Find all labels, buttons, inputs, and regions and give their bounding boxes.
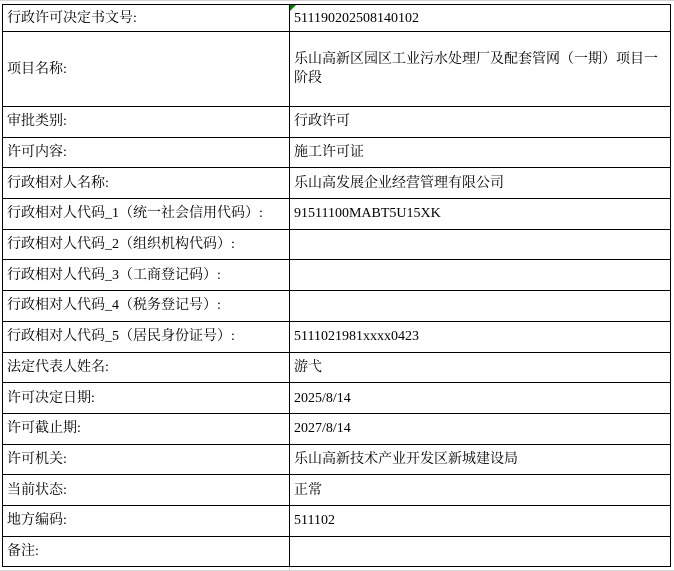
cell-value-decision-date[interactable] — [290, 383, 671, 414]
cell-value-permit-authority[interactable] — [290, 444, 671, 475]
worksheet-gridline-top — [0, 0, 674, 1]
cell-value-counterpart-code-3[interactable] — [290, 260, 671, 291]
row-label: 许可截止期: — [7, 421, 81, 437]
table-row — [3, 229, 671, 260]
row-label: 备注: — [7, 543, 39, 559]
cell-label-current-status[interactable] — [3, 475, 290, 506]
table-row — [3, 168, 671, 199]
table-row — [3, 321, 671, 352]
cell-label-legal-representative[interactable] — [3, 352, 290, 383]
table-row — [3, 352, 671, 383]
cell-label-counterpart-name[interactable] — [3, 168, 290, 199]
number-as-text-warning-triangle-icon — [290, 5, 296, 11]
cell-label-counterpart-code-3[interactable] — [3, 260, 290, 291]
row-value: 乐山高发展企业经营管理有限公司 — [294, 175, 504, 191]
cell-value-approval-category[interactable] — [290, 107, 671, 138]
row-label: 行政相对人代码_5（居民身份证号）: — [7, 329, 235, 345]
cell-label-counterpart-code-2[interactable] — [3, 229, 290, 260]
cell-label-permit-content[interactable] — [3, 137, 290, 168]
table-row — [3, 383, 671, 414]
row-label: 许可决定日期: — [7, 390, 95, 406]
table-row — [3, 413, 671, 444]
cell-value-current-status[interactable] — [290, 475, 671, 506]
cell-value-counterpart-code-1[interactable] — [290, 199, 671, 230]
cell-label-approval-category[interactable] — [3, 107, 290, 138]
row-label: 地方编码: — [7, 513, 67, 529]
row-value: 乐山高新技术产业开发区新城建设局 — [294, 451, 518, 467]
cell-label-permit-authority[interactable] — [3, 444, 290, 475]
cell-label-counterpart-code-1[interactable] — [3, 199, 290, 230]
table-row — [3, 5, 671, 32]
table-row — [3, 137, 671, 168]
cell-value-project-name[interactable] — [290, 32, 671, 107]
table-row — [3, 107, 671, 138]
cell-label-counterpart-code-4[interactable] — [3, 291, 290, 322]
cell-value-counterpart-code-4[interactable] — [290, 291, 671, 322]
cell-label-expiry-date[interactable] — [3, 413, 290, 444]
row-value: 乐山高新区园区工业污水处理厂及配套管网（一期）项目一阶段 — [294, 52, 658, 86]
row-label: 行政相对人名称: — [7, 175, 109, 191]
row-value: 5111021981xxxx0423 — [294, 329, 419, 345]
table-row — [3, 505, 671, 536]
cell-value-counterpart-name[interactable] — [290, 168, 671, 199]
row-value: 511102 — [294, 513, 335, 529]
row-value: 施工许可证 — [294, 145, 364, 161]
table-row — [3, 32, 671, 107]
cell-label-counterpart-code-5[interactable] — [3, 321, 290, 352]
table-row — [3, 444, 671, 475]
row-label: 行政相对人代码_1（统一社会信用代码）: — [7, 206, 263, 222]
row-value: 行政许可 — [294, 114, 350, 130]
row-label: 法定代表人姓名: — [7, 359, 109, 375]
row-label: 行政许可决定书文号: — [7, 10, 137, 26]
table-row — [3, 536, 671, 567]
row-label: 行政相对人代码_4（税务登记号）: — [7, 298, 221, 314]
row-value: 正常 — [294, 482, 322, 498]
table-row — [3, 475, 671, 506]
cell-value-remarks[interactable] — [290, 536, 671, 567]
cell-value-permit-doc-number[interactable] — [290, 5, 671, 32]
row-label: 行政相对人代码_2（组织机构代码）: — [7, 237, 235, 253]
row-value: 游弋 — [294, 359, 322, 375]
cell-label-decision-date[interactable] — [3, 383, 290, 414]
cell-value-counterpart-code-2[interactable] — [290, 229, 671, 260]
cell-value-expiry-date[interactable] — [290, 413, 671, 444]
row-label: 项目名称: — [7, 61, 67, 77]
row-value: 91511100MABT5U15XK — [294, 206, 441, 222]
row-label: 许可机关: — [7, 451, 67, 467]
cell-label-project-name[interactable] — [3, 32, 290, 107]
cell-value-legal-representative[interactable] — [290, 352, 671, 383]
table-row — [3, 291, 671, 322]
table-row — [3, 260, 671, 291]
row-label: 当前状态: — [7, 482, 67, 498]
cell-value-counterpart-code-5[interactable] — [290, 321, 671, 352]
row-value: 511190202508140102 — [294, 10, 419, 26]
row-label: 行政相对人代码_3（工商登记码）: — [7, 267, 221, 283]
cell-label-local-code[interactable] — [3, 505, 290, 536]
row-value: 2027/8/14 — [294, 421, 351, 437]
cell-value-permit-content[interactable] — [290, 137, 671, 168]
row-value: 2025/8/14 — [294, 390, 351, 406]
cell-label-permit-doc-number[interactable] — [3, 5, 290, 32]
cell-value-local-code[interactable] — [290, 505, 671, 536]
permit-record-table — [2, 4, 671, 567]
row-label: 审批类别: — [7, 114, 67, 130]
row-label: 许可内容: — [7, 145, 67, 161]
table-row — [3, 199, 671, 230]
cell-label-remarks[interactable] — [3, 536, 290, 567]
